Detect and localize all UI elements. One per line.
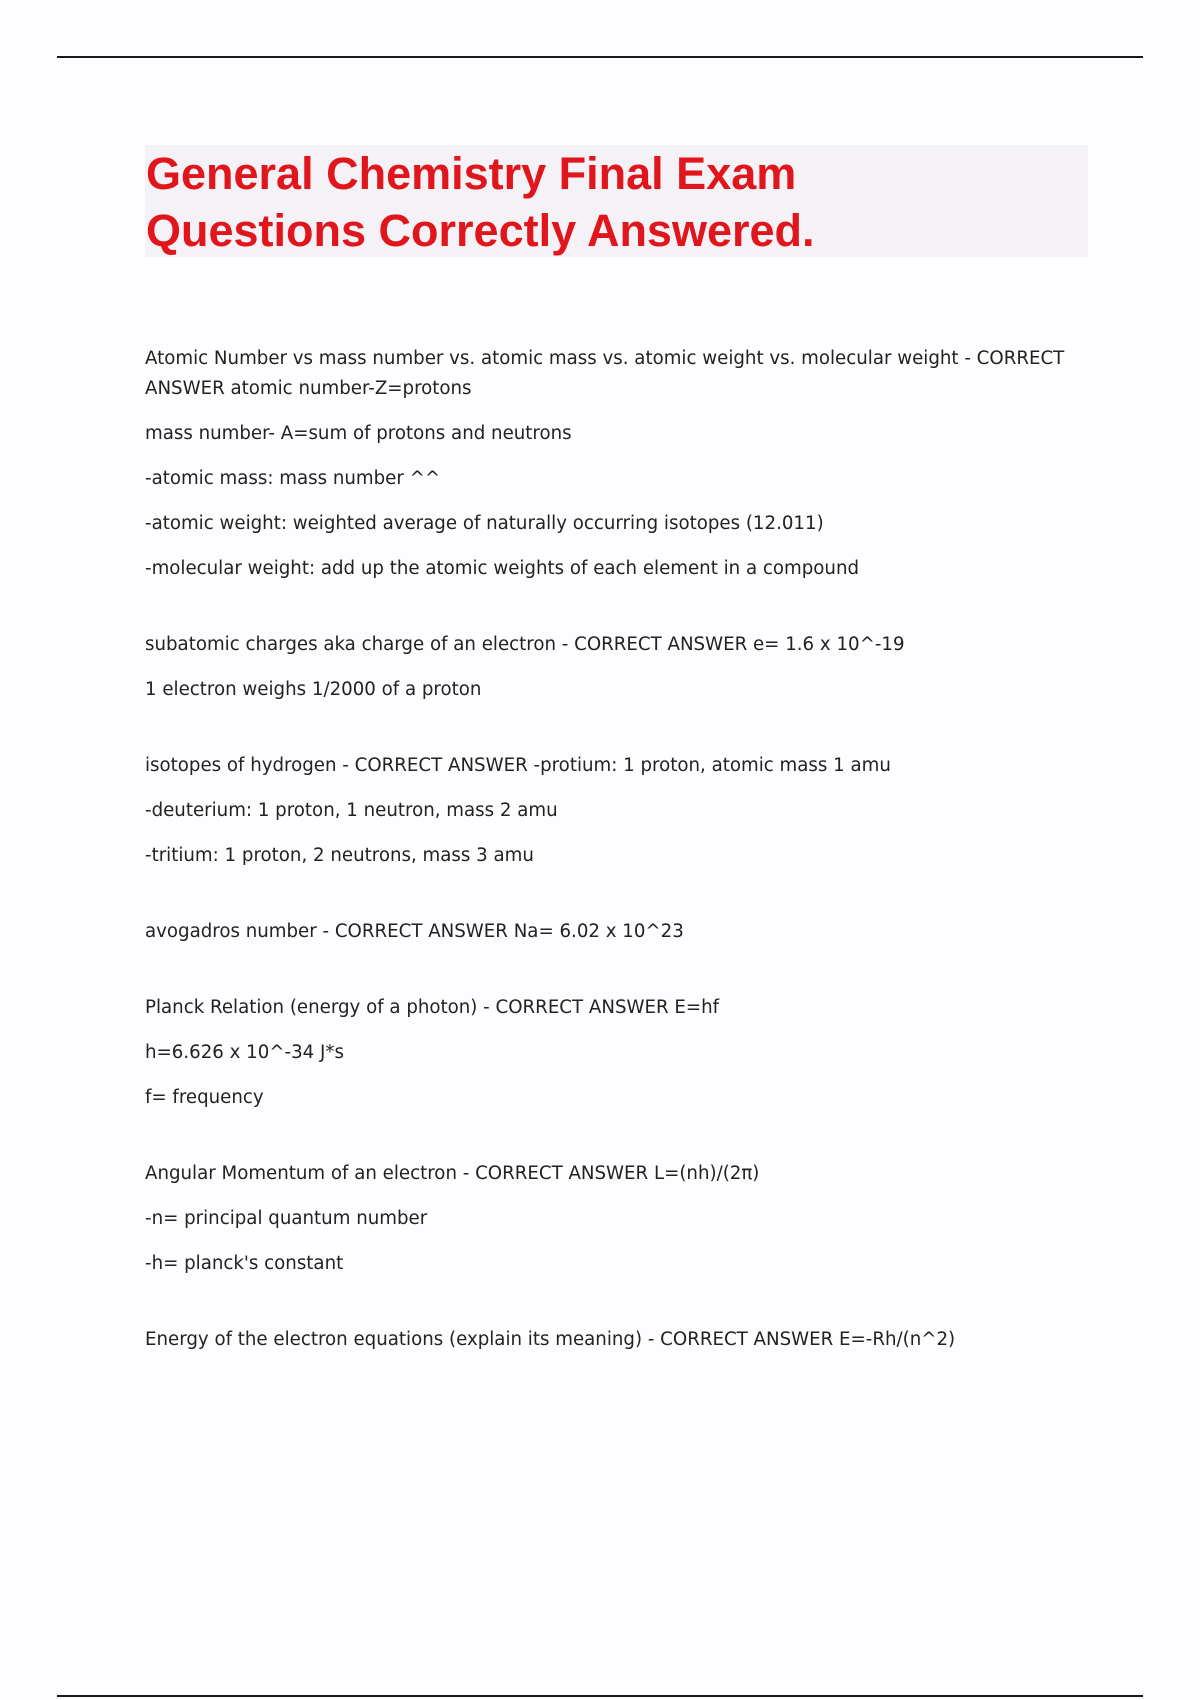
answer-line: mass number- A=sum of protons and neutrons <box>145 423 572 444</box>
qa-block-electron-energy <box>145 1325 1065 1355</box>
document-body <box>145 344 1065 1401</box>
question-line: subatomic charges aka charge of an electron - CORRECT ANSWER e= 1.6 x 10^-19 <box>145 634 905 655</box>
answer-line: -atomic mass: mass number ^^ <box>145 468 441 489</box>
qa-block-planck-relation <box>145 993 1065 1113</box>
answer-line: 1 electron weighs 1/2000 of a proton <box>145 679 482 700</box>
qa-block-subatomic-charges <box>145 630 1065 705</box>
question-line: Atomic Number vs mass number vs. atomic mass vs. atomic weight vs. molecular weight - CORRECT ANSWER atomic number-Z=protons <box>145 348 1065 399</box>
answer-line: f= frequency <box>145 1087 264 1108</box>
title-line-2: Questions Correctly Answered. <box>146 205 815 256</box>
answer-line: -deuterium: 1 proton, 1 neutron, mass 2 amu <box>145 800 558 821</box>
question-line: isotopes of hydrogen - CORRECT ANSWER -protium: 1 proton, atomic mass 1 amu <box>145 755 891 776</box>
title-line-1: General Chemistry Final Exam <box>146 148 797 199</box>
answer-line: -h= planck's constant <box>145 1253 344 1274</box>
qa-block-angular-momentum <box>145 1159 1065 1279</box>
answer-line: -atomic weight: weighted average of naturally occurring isotopes (12.011) <box>145 513 824 534</box>
question-line: Angular Momentum of an electron - CORRECT ANSWER L=(nh)/(2π) <box>145 1163 760 1184</box>
answer-line: -tritium: 1 proton, 2 neutrons, mass 3 amu <box>145 845 534 866</box>
bottom-rule <box>57 1695 1143 1697</box>
qa-block-atomic-number <box>145 344 1065 584</box>
answer-line: h=6.626 x 10^-34 J*s <box>145 1042 344 1063</box>
qa-block-avogadros-number <box>145 917 1065 947</box>
answer-line: -n= principal quantum number <box>145 1208 428 1229</box>
top-rule <box>57 56 1143 58</box>
document-title <box>145 145 1088 257</box>
question-line: Planck Relation (energy of a photon) - CORRECT ANSWER E=hf <box>145 997 720 1018</box>
question-line: Energy of the electron equations (explain its meaning) - CORRECT ANSWER E=-Rh/(n^2) <box>145 1329 956 1350</box>
qa-block-isotopes-of-hydrogen <box>145 751 1065 871</box>
answer-line: -molecular weight: add up the atomic weights of each element in a compound <box>145 558 860 579</box>
question-line: avogadros number - CORRECT ANSWER Na= 6.02 x 10^23 <box>145 921 684 942</box>
